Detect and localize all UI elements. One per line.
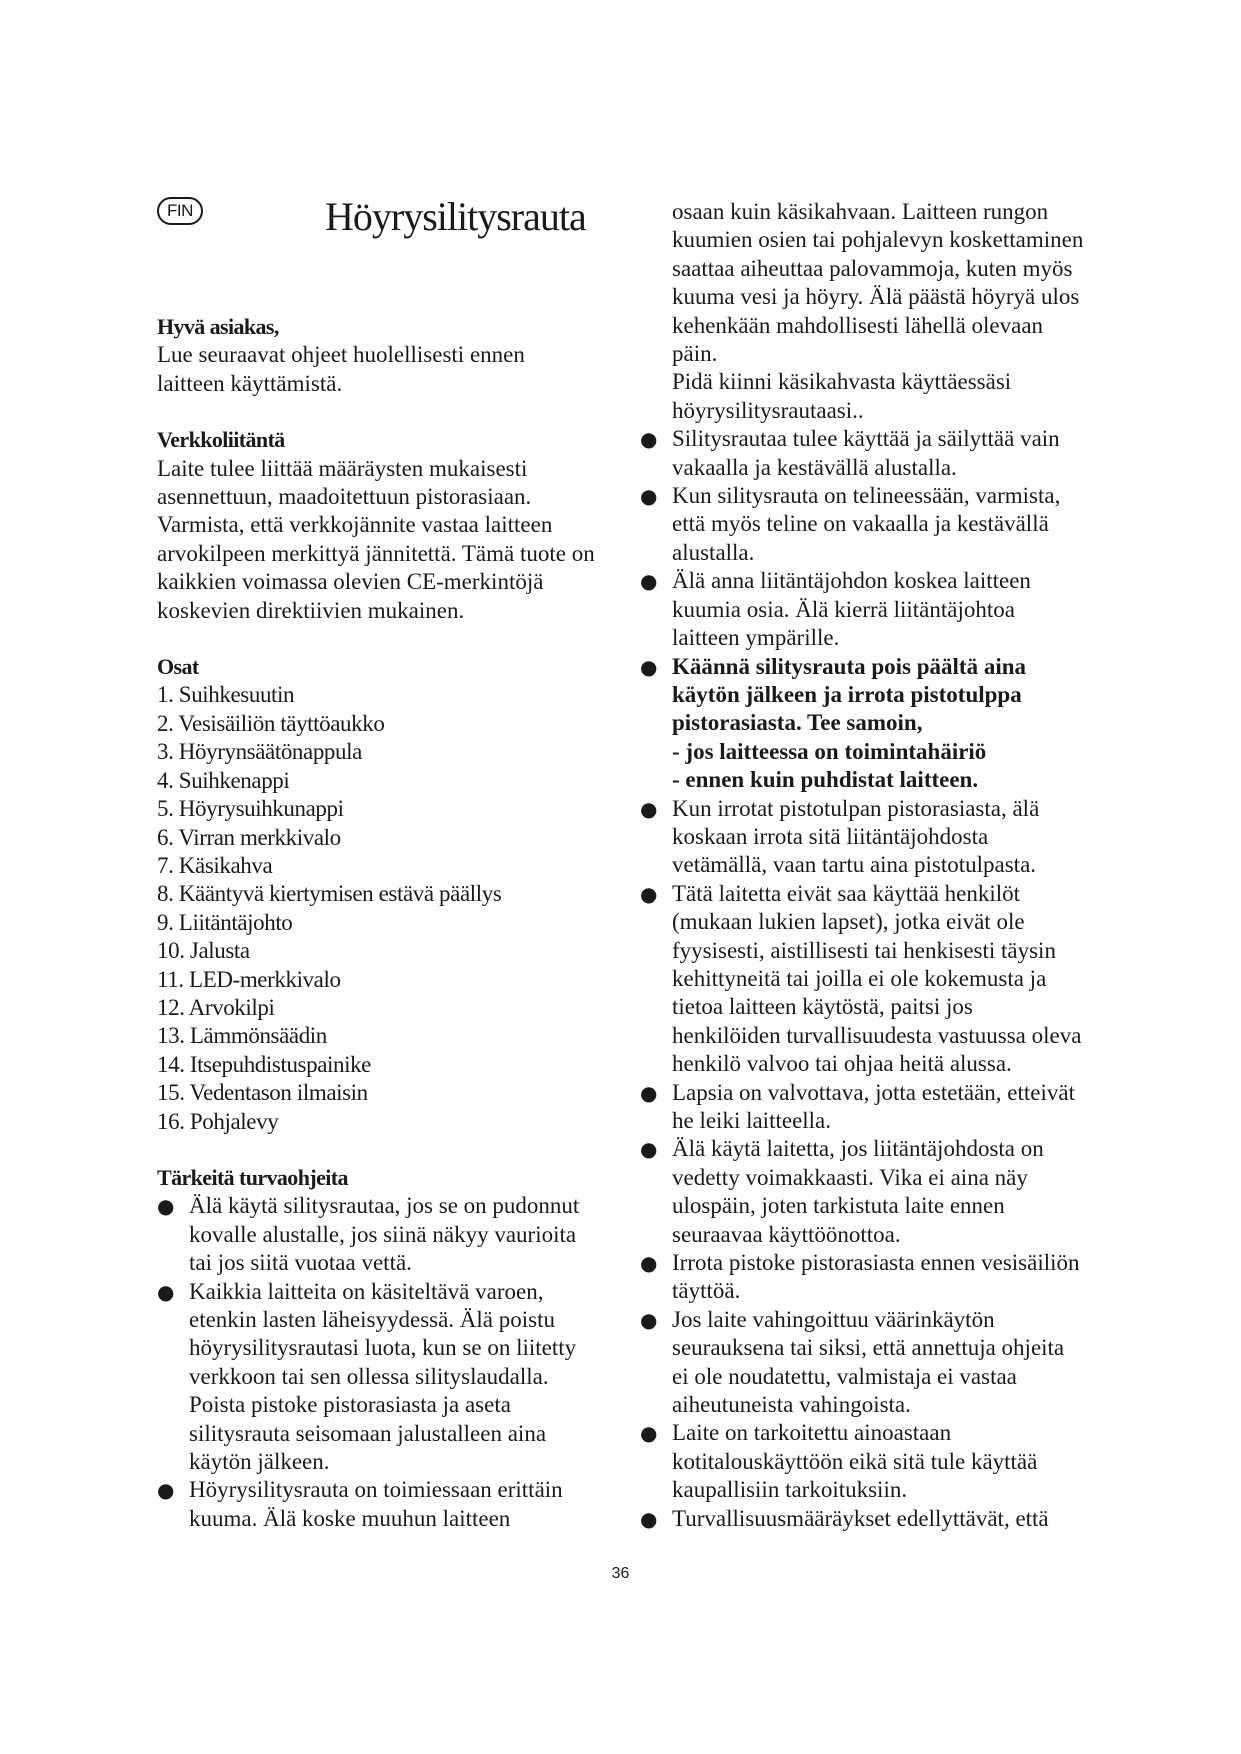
list-item-text: Kun silitysrauta on telineessään, varmista, että myös teline on vakaalla ja kestävällä alustalla.: [672, 483, 1061, 565]
list-item: [640, 1249, 1085, 1306]
parts-heading: Osat: [157, 654, 199, 680]
bullet-icon: ●: [157, 1478, 175, 1503]
list-item: 2. Vesisäiliön täyttöaukko: [157, 710, 385, 736]
bullet-icon: ●: [640, 569, 658, 594]
list-item: 7. Käsikahva: [157, 852, 273, 878]
list-item-text: Tätä laitetta eivät saa käyttää henkilöt (mukaan lukien lapset), jotka eivät ole fyysisesti, aistillisesti tai henkisesti täysin kehittyneitä tai joilla ei ole kokemusta ja tietoa laitteen käytöstä, paitsi jos henkilöiden turvallisuudesta vastuussa oleva henkilö valvoo tai ohjaa heitä alussa.: [672, 880, 1082, 1077]
list-item: 8. Kääntyvä kiertymisen estävä päällys: [157, 881, 502, 907]
mains-text: Laite tulee liittää määräysten mukaisesti asennettuun, maadoitettuun pistorasiaan. Varmista, että verkkojännite vastaa laitteen arvokilpeen merkittyä jännitettä. Tämä tuote on kaikkien voimassa olevien CE-merkintöjä koskevien direktiivien mukainen.: [157, 455, 595, 623]
list-item-text: Irrota pistoke pistorasiasta ennen vesisäiliön täyttöä.: [672, 1250, 1080, 1304]
list-item-text: Kaikkia laitteita on käsiteltävä varoen, etenkin lasten läheisyydessä. Älä poistu höyrysilitysrautasi luota, kun se on liitetty verkkoon tai sen ollessa silityslaudalla. Poista pistoke pistorasiasta ja aseta silitysrauta seisomaan jalustalleen aina käytön jälkeen.: [189, 1278, 577, 1475]
list-item: [640, 1306, 1085, 1420]
list-item-text: Silitysrautaa tulee käyttää ja säilyttää vain vakaalla ja kestävällä alustalla.: [672, 426, 1060, 480]
bullet-icon: ●: [157, 1194, 175, 1219]
list-item: [157, 1476, 597, 1533]
list-item-text: Kun irrotat pistotulpan pistorasiasta, älä koskaan irrota sitä liitäntäjohdosta vetämällä, vaan tartu aina pistotulpasta.: [672, 795, 1040, 878]
list-item: [640, 1505, 1085, 1533]
list-item-text: Pidä kiinni käsikahvasta käyttäessäsi höyrysilitysrautaasi..: [672, 369, 1012, 423]
list-item: 15. Vedentason ilmaisin: [157, 1080, 368, 1106]
list-item: 13. Lämmönsäädin: [157, 1023, 327, 1049]
bullet-icon: ●: [640, 1080, 658, 1105]
list-item-subtext: - jos laitteessa on toimintahäiriö: [672, 738, 987, 764]
bullet-icon: ●: [640, 427, 658, 452]
list-item-text: Jos laite vahingoittuu väärinkäytön seurauksena tai siksi, että annettuja ohjeita ei ole noudatettu, valmistaja ei vastaa aiheutuneista vahingoista.: [672, 1306, 1065, 1418]
bullet-icon: ●: [640, 1506, 658, 1531]
list-item: [640, 1419, 1085, 1504]
list-item: [640, 567, 1085, 652]
greeting-text: Lue seuraavat ohjeet huolellisesti ennen laitteen käyttämistä.: [157, 342, 525, 396]
list-item: 16. Pohjalevy: [157, 1108, 279, 1134]
list-item: 12. Arvokilpi: [157, 994, 275, 1020]
list-item-text: Älä käytä laitetta, jos liitäntäjohdosta on vedetty voimakkaasti. Vika ei aina näy ulospäin, joten tarkistuta laite ennen seuraavaa käyttöönottoa.: [672, 1136, 1044, 1247]
language-badge: FIN: [157, 197, 203, 225]
list-item: [157, 1278, 597, 1477]
list-item: 10. Jalusta: [157, 938, 250, 964]
list-item: [640, 1079, 1085, 1136]
page-title: Höyrysilitysrauta: [325, 194, 586, 239]
list-item-text: osaan kuin käsikahvaan. Laitteen rungon kuumien osien tai pohjalevyn koskettaminen saattaa aiheuttaa palovammoja, kuten myös kuuma vesi ja höyry. Älä päästä höyryä ulos kehenkään mahdollisesti lähellä olevaan päin.: [672, 199, 1084, 367]
bullet-icon: ●: [157, 1279, 175, 1304]
mains-heading: Verkkoliitäntä: [157, 427, 285, 453]
list-item-text: Käännä silitysrauta pois päältä aina käytön jälkeen ja irrota pistotulppa pistorasiasta. Tee samoin,: [672, 653, 1027, 736]
list-item: 14. Itsepuhdistuspainike: [157, 1051, 371, 1077]
list-item-subtext: - ennen kuin puhdistat laitteen.: [672, 767, 979, 793]
list-item: [157, 1192, 597, 1277]
list-item: [640, 1135, 1085, 1249]
list-item-text: Älä käytä silitysrautaa, jos se on pudonnut kovalle alustalle, jos siinä näkyy vaurioita tai jos siitä vuotaa vettä.: [189, 1193, 580, 1276]
page-number: 36: [611, 1565, 630, 1582]
safety-heading: Tärkeitä turvaohjeita: [157, 1164, 348, 1190]
list-item: 6. Virran merkkivalo: [157, 824, 341, 850]
bullet-icon: ●: [640, 1251, 658, 1276]
list-item: 4. Suihkenappi: [157, 767, 290, 793]
list-item: [640, 795, 1085, 880]
list-item: 5. Höyrysuihkunappi: [157, 796, 344, 822]
bullet-icon: ●: [640, 881, 658, 906]
greeting-heading: Hyvä asiakas,: [157, 314, 279, 339]
list-item-text: Höyrysilitysrauta on toimiessaan erittäin kuuma. Älä koske muuhun laitteen: [189, 1477, 563, 1531]
list-item: [640, 482, 1085, 567]
list-item-text: Lapsia on valvottava, jotta estetään, etteivät he leiki laitteella.: [672, 1079, 1075, 1133]
list-item: [640, 425, 1085, 482]
parts-list: [157, 681, 597, 1136]
safety-list-continued: [640, 198, 1085, 1533]
list-item-continued: [640, 198, 1085, 425]
safety-list: [157, 1192, 597, 1533]
bullet-icon: ●: [640, 1137, 658, 1162]
bullet-icon: ●: [640, 1307, 658, 1332]
list-item-text: Laite on tarkoitettu ainoastaan kotitalouskäyttöön eikä sitä tule käyttää kaupallisiin tarkoituksiin.: [672, 1420, 1038, 1503]
list-item: 1. Suihkesuutin: [157, 682, 295, 708]
bullet-icon: ●: [640, 1421, 658, 1446]
list-item: 9. Liitäntäjohto: [157, 909, 293, 935]
bullet-icon: ●: [640, 484, 658, 509]
list-item-text: Älä anna liitäntäjohdon koskea laitteen kuumia osia. Älä kierrä liitäntäjohtoa laitteen ympärille.: [672, 568, 1031, 651]
list-item-bold: [640, 653, 1085, 795]
list-item: 11. LED-merkkivalo: [157, 966, 341, 992]
bullet-icon: ●: [640, 796, 658, 821]
list-item: [640, 880, 1085, 1079]
list-item: 3. Höyrynsäätönappula: [157, 739, 362, 765]
list-item-text: Turvallisuusmääräykset edellyttävät, että: [672, 1505, 1049, 1531]
bullet-icon: ●: [640, 654, 658, 679]
